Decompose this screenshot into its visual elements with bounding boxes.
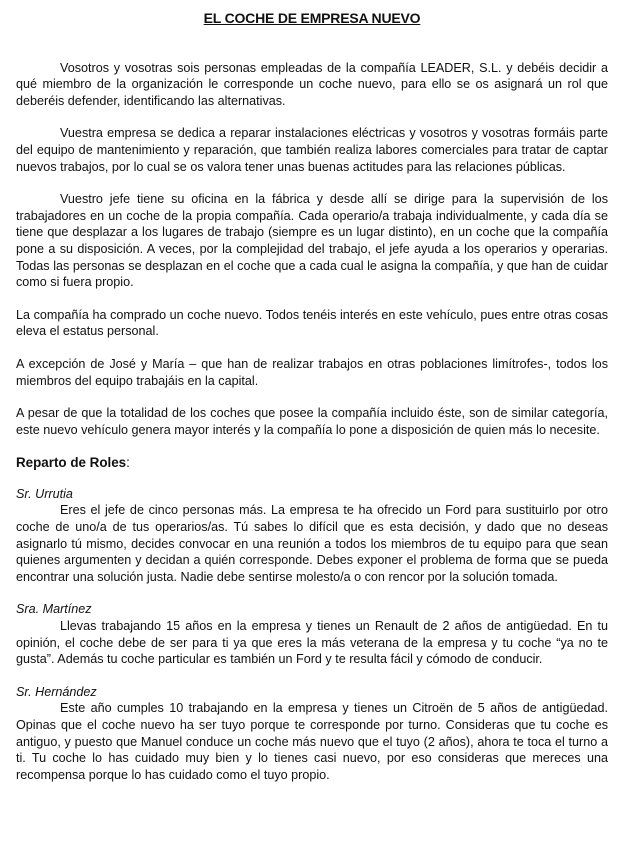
- role-urrutia: [16, 486, 608, 586]
- role-name: Sra. Martínez: [16, 602, 92, 617]
- roles-heading-colon: :: [126, 455, 130, 471]
- company-paragraph: Vuestra empresa se dedica a reparar instalaciones eléctricas y vosotros y vosotras formáis parte del equipo de mantenimiento y reparación, que también realiza labores comerciales para tratar de captar nuevos trabajos, por lo cual se os valora tener unas buenas actitudes para las relaciones públicas.: [16, 126, 608, 174]
- roles-heading-text: Reparto de Roles: [16, 455, 127, 471]
- similar-category-paragraph: A pesar de que la totalidad de los coches que posee la compañía incluido éste, son de similar categoría, este nuevo vehículo genera mayor interés y la compañía lo pone a disposición de quien más lo necesite.: [16, 406, 608, 437]
- role-hernandez: [16, 684, 608, 784]
- new-car-paragraph: La compañía ha comprado un coche nuevo. Todos tenéis interés en este vehículo, pues entre otras cosas eleva el estatus personal.: [16, 307, 608, 339]
- exception-paragraph: A excepción de José y María – que han de realizar trabajos en otras poblaciones limítrofes-, todos los miembros del equipo trabajáis en la capital.: [16, 356, 608, 388]
- boss-paragraph: Vuestro jefe tiene su oficina en la fábrica y desde allí se dirige para la supervisión de los trabajadores en un coche de la propia compañía. Cada operario/a trabaja individualmente, y cada día se tiene que desplazar a los lugares de trabajo (siempre es un lugar distinto), en un coche que la compañía pone a su disposición. A veces, por la complejidad del trabajo, el jefe ayuda a los operarios y operarias. Todas las personas se desplazan en el coche que a cada cual le asigna la compañía, y que han de cuidar como si fuera propio.: [16, 192, 608, 290]
- role-martinez: [16, 601, 608, 667]
- role-name: Sr. Urrutia: [16, 486, 73, 501]
- intro-paragraph: Vosotros y vosotras sois personas empleadas de la compañía LEADER, S.L. y debéis decidir a qué miembro de la organización le corresponde un coche nuevo, para ello se os asignará un rol que deberéis defender, identificando las alternativas.: [16, 60, 608, 108]
- role-description: Este año cumples 10 trabajando en la empresa y tienes un Citroën de 5 años de antigüedad. Opinas que el coche nuevo ha ser tuyo porque te corresponde por turno. Consideras que tu coche es antiguo, y puesto que Manuel conduce un coche más nuevo que el tuyo (2 años), ahora te toca el turno a ti. Tu coche lo has cuidado muy bien y lo tienes casi nuevo, por eso consideras que mereces una recompensa porque lo has cuidado como el tuyo propio.: [16, 701, 608, 782]
- role-name: Sr. Hernández: [16, 684, 97, 699]
- role-description: Llevas trabajando 15 años en la empresa y tienes un Renault de 2 años de antigüedad. En tu opinión, el coche debe de ser para ti ya que eres la más veterana de la empresa y tu coche “ya no te gusta”. Además tu coche particular es también un Ford y te resulta fácil y cómodo de conducir.: [16, 619, 608, 667]
- role-description: Eres el jefe de cinco personas más. La empresa te ha ofrecido un Ford para sustituirlo por otro coche de uno/a de tus operarios/as. Tú sabes lo difícil que es esta decisión, y dado que no deseas asignarlo tú mismo, decides convocar en una reunión a todos los miembros de tu equipo para que sean quienes argumenten y decidan a quién corresponde. Debes exponer el problema de forma que se pueda encontrar una solución justa. Nadie debe sentirse molesto/a o con rencor por la solución tomada.: [16, 503, 608, 584]
- document-page: [16, 0, 608, 783]
- document-title: EL COCHE DE EMPRESA NUEVO: [203, 10, 421, 26]
- roles-heading: [16, 455, 608, 472]
